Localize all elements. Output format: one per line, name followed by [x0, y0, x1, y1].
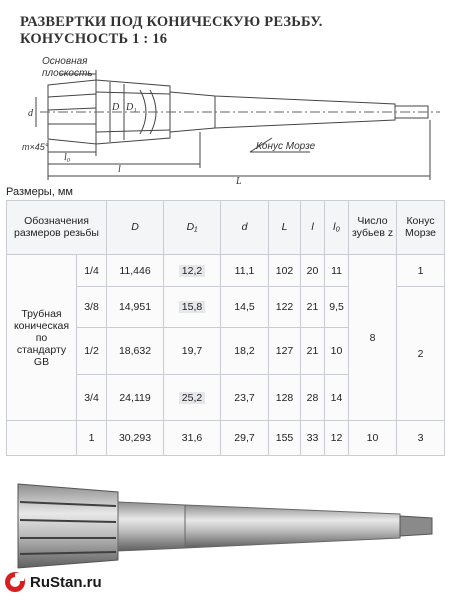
cell-l: 20 [301, 254, 325, 287]
header-l0: l₀ [325, 201, 349, 255]
reamer-cutting-body [18, 484, 118, 568]
cell-d: 29,7 [221, 421, 269, 456]
cell-d: 11,1 [221, 254, 269, 287]
cell-D1 [164, 374, 221, 421]
table-row [7, 421, 445, 456]
table-row [7, 254, 445, 287]
cell-D1: 19,7 [164, 327, 221, 374]
cell-morse-group: 2 [397, 287, 445, 421]
cell-D: 30,293 [107, 421, 164, 456]
label-main-plane-2: плоскость [42, 68, 93, 79]
cell-l: 33 [301, 421, 325, 456]
reamer-neck [118, 502, 185, 551]
cell-morse: 1 [397, 254, 445, 287]
cell-l0: 10 [325, 327, 349, 374]
technical-drawing [0, 52, 450, 187]
cell-l0: 11 [325, 254, 349, 287]
cell-size: 1/2 [77, 327, 107, 374]
label-main-plane-1: Основная [42, 56, 88, 67]
reamer-photo [0, 462, 450, 578]
units-label: Размеры, мм [6, 186, 73, 198]
logo-text: RuStan.ru [30, 573, 102, 591]
cell-d: 18,2 [221, 327, 269, 374]
cell-D: 14,951 [107, 287, 164, 328]
cell-teeth-group: 8 [349, 254, 397, 421]
page-title [20, 14, 440, 48]
reamer-tang [400, 516, 432, 536]
cell-L: 155 [269, 421, 301, 456]
cell-D1-value: 12,2 [179, 265, 205, 277]
header-d: d [221, 201, 269, 255]
header-morse: Конус Морзе [397, 201, 445, 255]
reamer-taper-shank [185, 505, 400, 548]
cell-l0: 12 [325, 421, 349, 456]
label-dim-D: D [112, 102, 120, 113]
header-D: D [107, 201, 164, 255]
cell-size: 1 [77, 421, 107, 456]
cell-L: 122 [269, 287, 301, 328]
cell-l: 28 [301, 374, 325, 421]
cell-D1-value: 25,2 [179, 392, 205, 404]
cell-l0: 9,5 [325, 287, 349, 328]
cell-l: 21 [301, 327, 325, 374]
cell-l: 21 [301, 287, 325, 328]
cell-D1: 31,6 [164, 421, 221, 456]
header-D1: D₁ [164, 201, 221, 255]
cell-L: 102 [269, 254, 301, 287]
label-dim-D1: D₁ [126, 102, 137, 113]
header-designation: Обозначения размеров резьбы [7, 201, 107, 255]
spec-table [6, 200, 445, 456]
cell-L: 127 [269, 327, 301, 374]
cell-D: 18,632 [107, 327, 164, 374]
cell-d: 23,7 [221, 374, 269, 421]
cell-size: 1/4 [77, 254, 107, 287]
title-line-1: РАЗВЕРТКИ ПОД КОНИЧЕСКУЮ РЕЗЬБУ. [20, 14, 323, 30]
label-dim-d: d [28, 108, 33, 119]
header-L: L [269, 201, 301, 255]
cell-D1 [164, 287, 221, 328]
cell-D1-value: 15,8 [179, 301, 205, 313]
cell-l0: 14 [325, 374, 349, 421]
cell-morse: 3 [397, 421, 445, 456]
logo-icon [4, 571, 26, 593]
cell-size: 3/8 [77, 287, 107, 328]
cell-L: 128 [269, 374, 301, 421]
cell-size: 3/4 [77, 374, 107, 421]
label-chamfer: m×45° [22, 142, 49, 152]
cell-D: 11,446 [107, 254, 164, 287]
label-dim-L: L [236, 176, 242, 187]
group-label: Трубная коническая по стандарту GB [7, 254, 77, 421]
cell-d: 14,5 [221, 287, 269, 328]
cell-teeth: 10 [349, 421, 397, 456]
label-morse-cone: Конус Морзе [256, 141, 316, 152]
title-line-2: КОНУСНОСТЬ 1 : 16 [20, 31, 168, 47]
header-teeth: Число зубьев z [349, 201, 397, 255]
header-l: l [301, 201, 325, 255]
table-header-row [7, 201, 445, 255]
cell-blank [7, 421, 77, 456]
cell-D1 [164, 254, 221, 287]
label-dim-l0: l₀ [64, 152, 71, 163]
logo [4, 570, 102, 594]
label-dim-l: l [118, 164, 121, 175]
cell-D: 24,119 [107, 374, 164, 421]
